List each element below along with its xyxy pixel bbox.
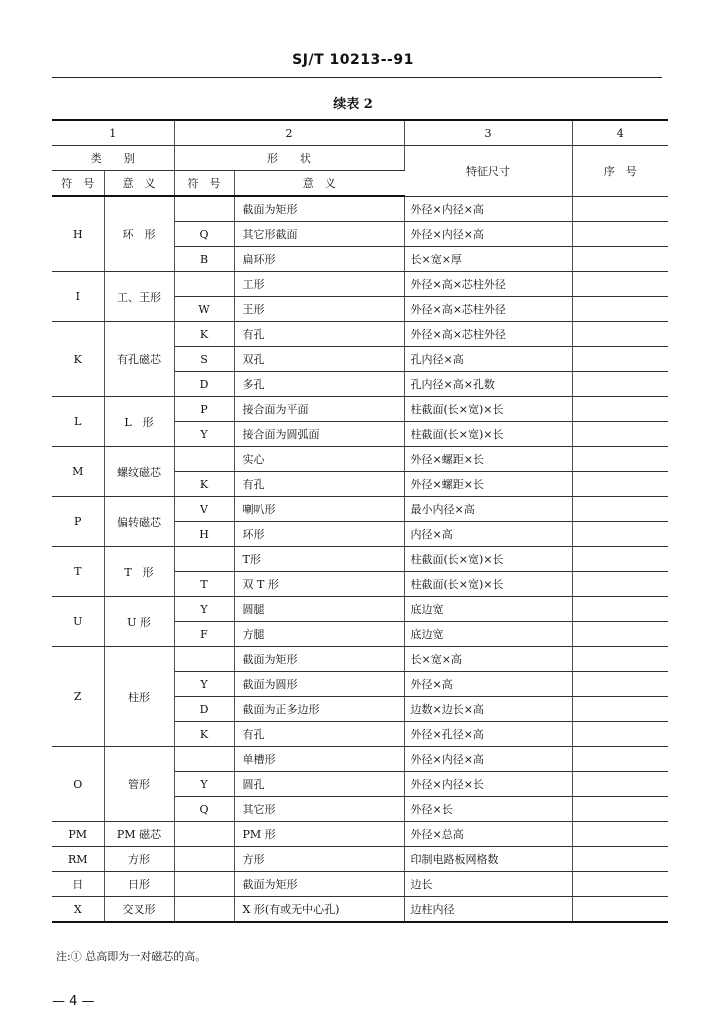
serial-cell bbox=[572, 822, 668, 847]
col-number-2: 2 bbox=[174, 120, 404, 146]
shape-meaning: 截面为矩形 bbox=[234, 872, 404, 897]
standard-number: SJ/T 10213--91 bbox=[292, 52, 414, 68]
shape-meaning: 其它形截面 bbox=[234, 222, 404, 247]
col-number-3: 3 bbox=[404, 120, 572, 146]
feature-size: 印制电路板网格数 bbox=[404, 847, 572, 872]
serial-cell bbox=[572, 297, 668, 322]
shape-meaning: T形 bbox=[234, 547, 404, 572]
feature-size: 孔内径×高 bbox=[404, 347, 572, 372]
serial-cell bbox=[572, 397, 668, 422]
shape-meaning: 扁环形 bbox=[234, 247, 404, 272]
shape-symbol bbox=[174, 747, 234, 772]
shape-symbol: B bbox=[174, 247, 234, 272]
feature-size: 外径×高×芯柱外径 bbox=[404, 272, 572, 297]
category-symbol: I bbox=[52, 272, 104, 322]
feature-size: 边长 bbox=[404, 872, 572, 897]
table-row bbox=[52, 196, 668, 222]
feature-size: 外径×内径×高 bbox=[404, 222, 572, 247]
feature-size: 柱截面(长×宽)×长 bbox=[404, 547, 572, 572]
shape-symbol bbox=[174, 872, 234, 897]
shape-symbol: Y bbox=[174, 672, 234, 697]
category-symbol: U bbox=[52, 597, 104, 647]
serial-cell bbox=[572, 672, 668, 697]
shape-meaning: 双 T 形 bbox=[234, 572, 404, 597]
feature-size: 外径×螺距×长 bbox=[404, 447, 572, 472]
feature-size: 边数×边长×高 bbox=[404, 697, 572, 722]
sub-meaning-header: 意 义 bbox=[234, 171, 404, 197]
category-symbol: 日 bbox=[52, 872, 104, 897]
shape-symbol: Y bbox=[174, 597, 234, 622]
table-row bbox=[52, 597, 668, 622]
shape-symbol: V bbox=[174, 497, 234, 522]
shape-meaning: 方形 bbox=[234, 847, 404, 872]
feature-size: 边柱内径 bbox=[404, 897, 572, 923]
table-row bbox=[52, 897, 668, 923]
feature-size: 底边宽 bbox=[404, 597, 572, 622]
category-symbol: PM bbox=[52, 822, 104, 847]
shape-meaning: 截面为矩形 bbox=[234, 196, 404, 222]
category-meaning: 交叉形 bbox=[104, 897, 174, 923]
feature-size: 内径×高 bbox=[404, 522, 572, 547]
serial-cell bbox=[572, 797, 668, 822]
category-symbol: X bbox=[52, 897, 104, 923]
feature-size: 最小内径×高 bbox=[404, 497, 572, 522]
serial-cell bbox=[572, 497, 668, 522]
category-meaning: 偏转磁芯 bbox=[104, 497, 174, 547]
serial-cell bbox=[572, 897, 668, 923]
category-symbol: L bbox=[52, 397, 104, 447]
feature-size: 柱截面(长×宽)×长 bbox=[404, 397, 572, 422]
header-row-1 bbox=[52, 146, 668, 171]
serial-cell bbox=[572, 547, 668, 572]
table-title: 续表 2 bbox=[333, 97, 373, 112]
shape-symbol: W bbox=[174, 297, 234, 322]
category-symbol: P bbox=[52, 497, 104, 547]
category-symbol: M bbox=[52, 447, 104, 497]
serial-cell bbox=[572, 372, 668, 397]
shape-meaning: 有孔 bbox=[234, 472, 404, 497]
serial-cell bbox=[572, 222, 668, 247]
shape-meaning: 双孔 bbox=[234, 347, 404, 372]
serial-cell bbox=[572, 647, 668, 672]
feature-size: 外径×孔径×高 bbox=[404, 722, 572, 747]
table-row bbox=[52, 872, 668, 897]
category-meaning: 柱形 bbox=[104, 647, 174, 747]
table-row bbox=[52, 822, 668, 847]
feature-size: 外径×内径×高 bbox=[404, 747, 572, 772]
category-meaning: 工、王形 bbox=[104, 272, 174, 322]
shape-symbol: K bbox=[174, 722, 234, 747]
shape-symbol bbox=[174, 196, 234, 222]
feature-size: 外径×内径×长 bbox=[404, 772, 572, 797]
shape-meaning: 实心 bbox=[234, 447, 404, 472]
feature-size: 外径×螺距×长 bbox=[404, 472, 572, 497]
serial-header: 序 号 bbox=[572, 146, 668, 197]
shape-symbol bbox=[174, 547, 234, 572]
header-rule bbox=[52, 77, 662, 78]
category-meaning: 环 形 bbox=[104, 196, 174, 272]
shape-symbol bbox=[174, 447, 234, 472]
spec-table-body bbox=[52, 196, 668, 922]
page-number: — 4 — bbox=[52, 994, 95, 1009]
shape-symbol: Y bbox=[174, 772, 234, 797]
shape-symbol: S bbox=[174, 347, 234, 372]
shape-meaning: 接合面为圆弧面 bbox=[234, 422, 404, 447]
serial-cell bbox=[572, 447, 668, 472]
category-symbol: O bbox=[52, 747, 104, 822]
shape-symbol: H bbox=[174, 522, 234, 547]
shape-symbol: Y bbox=[174, 422, 234, 447]
serial-cell bbox=[572, 872, 668, 897]
shape-meaning: 截面为正多边形 bbox=[234, 697, 404, 722]
serial-cell bbox=[572, 747, 668, 772]
shape-symbol: T bbox=[174, 572, 234, 597]
serial-cell bbox=[572, 597, 668, 622]
category-meaning: 管形 bbox=[104, 747, 174, 822]
feature-size-header: 特征尺寸 bbox=[404, 146, 572, 197]
shape-symbol: P bbox=[174, 397, 234, 422]
category-meaning: 有孔磁芯 bbox=[104, 322, 174, 397]
shape-meaning: 圆腿 bbox=[234, 597, 404, 622]
spec-table bbox=[52, 119, 668, 923]
table-row bbox=[52, 747, 668, 772]
feature-size: 外径×高×芯柱外径 bbox=[404, 322, 572, 347]
feature-size: 外径×高×芯柱外径 bbox=[404, 297, 572, 322]
serial-cell bbox=[572, 772, 668, 797]
serial-cell bbox=[572, 572, 668, 597]
category-meaning: 螺纹磁芯 bbox=[104, 447, 174, 497]
shape-meaning: 接合面为平面 bbox=[234, 397, 404, 422]
table-row bbox=[52, 497, 668, 522]
shape-symbol bbox=[174, 822, 234, 847]
shape-header: 形 状 bbox=[174, 146, 404, 171]
table-row bbox=[52, 847, 668, 872]
shape-meaning: 多孔 bbox=[234, 372, 404, 397]
serial-cell bbox=[572, 347, 668, 372]
serial-cell bbox=[572, 522, 668, 547]
table-row bbox=[52, 547, 668, 572]
feature-size: 柱截面(长×宽)×长 bbox=[404, 422, 572, 447]
shape-meaning: 单槽形 bbox=[234, 747, 404, 772]
shape-meaning: 截面为矩形 bbox=[234, 647, 404, 672]
shape-meaning: 圆孔 bbox=[234, 772, 404, 797]
table-row bbox=[52, 272, 668, 297]
serial-cell bbox=[572, 322, 668, 347]
meaning-header: 意 义 bbox=[104, 171, 174, 197]
shape-meaning: X 形(有或无中心孔) bbox=[234, 897, 404, 923]
symbol-header: 符 号 bbox=[52, 171, 104, 197]
category-meaning: T 形 bbox=[104, 547, 174, 597]
serial-cell bbox=[572, 722, 668, 747]
shape-symbol: D bbox=[174, 697, 234, 722]
sub-symbol-header: 符 号 bbox=[174, 171, 234, 197]
shape-symbol bbox=[174, 897, 234, 923]
table-row bbox=[52, 447, 668, 472]
shape-symbol bbox=[174, 647, 234, 672]
shape-symbol: D bbox=[174, 372, 234, 397]
table-row bbox=[52, 647, 668, 672]
feature-size: 外径×长 bbox=[404, 797, 572, 822]
serial-cell bbox=[572, 697, 668, 722]
category-meaning: U 形 bbox=[104, 597, 174, 647]
category-meaning: 方形 bbox=[104, 847, 174, 872]
col-number-4: 4 bbox=[572, 120, 668, 146]
shape-symbol: Q bbox=[174, 797, 234, 822]
shape-meaning: 方腿 bbox=[234, 622, 404, 647]
category-symbol: RM bbox=[52, 847, 104, 872]
shape-symbol bbox=[174, 847, 234, 872]
shape-meaning: 工形 bbox=[234, 272, 404, 297]
shape-symbol: F bbox=[174, 622, 234, 647]
feature-size: 底边宽 bbox=[404, 622, 572, 647]
shape-meaning: PM 形 bbox=[234, 822, 404, 847]
shape-meaning: 王形 bbox=[234, 297, 404, 322]
feature-size: 柱截面(长×宽)×长 bbox=[404, 572, 572, 597]
table-row bbox=[52, 397, 668, 422]
category-meaning: PM 磁芯 bbox=[104, 822, 174, 847]
feature-size: 孔内径×高×孔数 bbox=[404, 372, 572, 397]
category-symbol: T bbox=[52, 547, 104, 597]
feature-size: 长×宽×高 bbox=[404, 647, 572, 672]
serial-cell bbox=[572, 472, 668, 497]
category-symbol: H bbox=[52, 196, 104, 272]
feature-size: 外径×高 bbox=[404, 672, 572, 697]
category-header: 类 别 bbox=[52, 146, 174, 171]
shape-meaning: 截面为圆形 bbox=[234, 672, 404, 697]
shape-meaning: 有孔 bbox=[234, 722, 404, 747]
category-meaning: 日形 bbox=[104, 872, 174, 897]
col-number-1: 1 bbox=[52, 120, 174, 146]
column-number-row bbox=[52, 120, 668, 146]
table-row bbox=[52, 322, 668, 347]
shape-meaning: 其它形 bbox=[234, 797, 404, 822]
shape-symbol: K bbox=[174, 472, 234, 497]
shape-meaning: 有孔 bbox=[234, 322, 404, 347]
serial-cell bbox=[572, 622, 668, 647]
serial-cell bbox=[572, 422, 668, 447]
shape-symbol: K bbox=[174, 322, 234, 347]
shape-meaning: 环形 bbox=[234, 522, 404, 547]
shape-meaning: 喇叭形 bbox=[234, 497, 404, 522]
feature-size: 长×宽×厚 bbox=[404, 247, 572, 272]
shape-symbol: Q bbox=[174, 222, 234, 247]
category-symbol: K bbox=[52, 322, 104, 397]
category-symbol: Z bbox=[52, 647, 104, 747]
serial-cell bbox=[572, 272, 668, 297]
feature-size: 外径×总高 bbox=[404, 822, 572, 847]
serial-cell bbox=[572, 247, 668, 272]
footnote: 注:① 总高即为一对磁芯的高。 bbox=[56, 950, 207, 963]
serial-cell bbox=[572, 196, 668, 222]
serial-cell bbox=[572, 847, 668, 872]
feature-size: 外径×内径×高 bbox=[404, 196, 572, 222]
shape-symbol bbox=[174, 272, 234, 297]
category-meaning: L 形 bbox=[104, 397, 174, 447]
